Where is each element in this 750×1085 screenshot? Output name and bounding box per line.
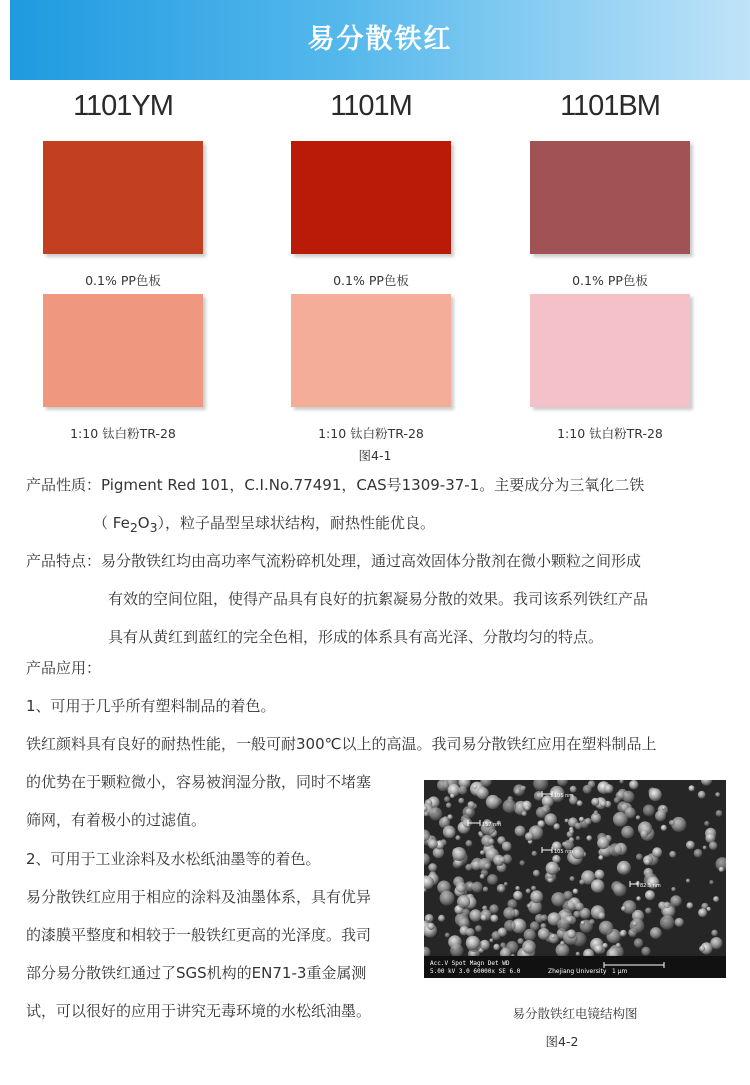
- sem-particle: [513, 891, 523, 901]
- sem-particle: [579, 879, 584, 884]
- sem-particle: [698, 908, 707, 917]
- sem-particle: [452, 847, 466, 861]
- sem-particle: [515, 826, 526, 837]
- sem-particle: [621, 906, 626, 911]
- application-item-1-line: 的优势在于颗粒微小，容易被润湿分散，同时不堵塞: [26, 773, 372, 791]
- sem-particle: [591, 798, 599, 806]
- sem-particle: [499, 886, 505, 892]
- sem-particle: [573, 911, 580, 918]
- sem-particle: [525, 805, 531, 811]
- sem-particle: [428, 839, 438, 849]
- sem-particle: [466, 936, 480, 950]
- sem-particle: [438, 915, 445, 922]
- sem-particle: [444, 796, 450, 802]
- sem-particle: [591, 879, 605, 893]
- tint-swatch-label: 1:10 钛白粉TR-28: [557, 426, 663, 441]
- sem-particle: [522, 940, 536, 954]
- sem-particle: [502, 842, 512, 852]
- sem-particle: [715, 792, 720, 797]
- application-item-2-line: 部分易分散铁红通过了SGS机构的EN71-3重金属测: [26, 964, 367, 982]
- sem-particle: [703, 846, 707, 850]
- sem-particle: [594, 944, 604, 954]
- features-line-1: [26, 550, 641, 571]
- sem-particle: [503, 799, 517, 813]
- sem-particle: [493, 944, 500, 951]
- sem-particle: [699, 946, 705, 952]
- sem-scale-label: 1 μm: [612, 968, 628, 975]
- sem-particle: [538, 928, 550, 940]
- sem-particle: [619, 863, 630, 874]
- sem-particle: [686, 841, 695, 850]
- sem-particle: [599, 921, 613, 935]
- sem-particle: [483, 887, 488, 892]
- sem-particle: [649, 788, 662, 801]
- sem-particle: [473, 784, 478, 789]
- properties-text: ），粒子晶型呈球状结构，耐热性能优良。: [157, 514, 436, 532]
- application-item-2-title: 2、可用于工业涂料及水松纸油墨等的着色。: [26, 850, 321, 868]
- sem-annotation: 105 nm: [554, 849, 574, 855]
- sem-particle: [616, 943, 621, 948]
- sem-particle: [570, 876, 575, 881]
- sem-particle: [661, 825, 667, 831]
- application-item-2-line: 的漆膜平整度和相较于一般铁红更高的光泽度。我司: [26, 926, 372, 944]
- formula-prefix: （ Fe: [93, 514, 130, 532]
- pp-color-swatch: [291, 141, 451, 254]
- sem-particle: [472, 882, 483, 893]
- sem-particle: [541, 914, 548, 921]
- features-line-2: 有效的空间位阻，使得产品具有良好的抗絮凝易分散的效果。我司该系列铁红产品: [108, 590, 649, 608]
- sem-particle: [589, 919, 595, 925]
- sem-particle: [613, 883, 626, 896]
- sem-particle: [598, 855, 603, 860]
- tint-swatch-label: 1:10 钛白粉TR-28: [318, 426, 424, 441]
- sem-particle: [621, 826, 634, 839]
- sem-particle: [424, 812, 428, 816]
- sem-particle: [711, 930, 718, 937]
- sem-particle: [476, 787, 488, 799]
- sem-particle: [525, 832, 534, 841]
- sem-caption: 易分散铁红电镜结构图: [512, 1006, 638, 1021]
- sem-particle: [632, 921, 637, 926]
- application-item-2-line: 试，可以很好的应用于讲究无毒环境的水松纸油墨。: [26, 1002, 372, 1020]
- sem-particle: [487, 874, 498, 885]
- sem-particle: [462, 908, 470, 916]
- pp-color-swatch: [43, 141, 203, 254]
- sem-particle: [443, 826, 456, 839]
- sem-particle: [572, 846, 585, 859]
- sem-particle: [709, 880, 713, 884]
- pp-swatch-label: 0.1% PP色板: [572, 273, 648, 288]
- sem-particle: [522, 811, 527, 816]
- sem-particle: [719, 867, 724, 872]
- properties-text: Pigment Red 101，C.I.No.77491，CAS号1309-37-1。主要成分为三氧化二铁: [101, 476, 645, 494]
- sem-particle: [480, 874, 485, 879]
- sem-particle: [583, 785, 592, 794]
- sem-particle: [619, 931, 625, 937]
- sem-particle: [569, 829, 574, 834]
- sem-particle: [450, 794, 455, 799]
- sem-particle: [704, 821, 709, 826]
- sem-particle: [427, 923, 434, 930]
- sem-particle: [530, 921, 540, 931]
- tint-color-swatch: [530, 294, 690, 407]
- tint-color-swatch: [291, 294, 451, 407]
- sem-particle: [551, 892, 565, 906]
- sem-particle: [709, 841, 718, 850]
- sem-particle: [686, 879, 690, 883]
- properties-line-1: [26, 474, 644, 495]
- sem-particle: [655, 810, 666, 821]
- sem-particle: [458, 786, 467, 795]
- sem-particle: [465, 864, 472, 871]
- sem-particle: [597, 837, 609, 849]
- sem-particle: [660, 915, 675, 930]
- sem-particle: [462, 806, 475, 819]
- sem-particle: [586, 835, 592, 841]
- sem-particle: [499, 857, 505, 863]
- formula-subscript: 2: [129, 520, 138, 535]
- pp-swatch-label: 0.1% PP色板: [85, 273, 161, 288]
- sem-particle: [428, 863, 437, 872]
- sem-particle: [455, 835, 460, 840]
- sem-particle: [544, 813, 557, 826]
- sem-institution: Zhejiang University: [548, 968, 607, 975]
- application-item-1-line: 筛网，有着极小的过滤值。: [26, 811, 207, 829]
- sem-particle: [457, 895, 470, 908]
- sem-particle: [557, 919, 570, 932]
- sem-particle: [687, 902, 694, 909]
- sem-particle: [560, 941, 565, 946]
- sem-particle: [641, 947, 650, 956]
- sem-particle: [446, 803, 452, 809]
- sem-particle: [595, 870, 605, 880]
- sem-particle: [486, 795, 500, 809]
- sem-info-values: 5.00 kV 3.0 60000x SE 6.0: [430, 968, 521, 975]
- features-line-3: 具有从黄红到蓝红的完全色相，形成的体系具有高光泽、分散均匀的特点。: [108, 628, 604, 646]
- sem-particle: [479, 858, 492, 871]
- sem-info-header: Acc.V Spot Magn Det WD: [430, 960, 510, 967]
- product-column-1101ym: [43, 0, 203, 450]
- sem-particle: [645, 890, 655, 900]
- sem-particle: [576, 836, 580, 840]
- sem-particle: [671, 887, 675, 891]
- sem-particle: [636, 854, 643, 861]
- sem-particle: [530, 890, 543, 903]
- sem-particle: [450, 944, 463, 957]
- sem-particle: [602, 943, 607, 948]
- sem-particle: [504, 882, 508, 886]
- properties-line-2: [93, 512, 435, 535]
- sem-particle: [538, 820, 545, 827]
- sem-particle: [570, 786, 577, 793]
- sem-annotation: 82.5 nm: [640, 883, 661, 889]
- sem-particle: [664, 902, 671, 909]
- sem-particle: [490, 915, 498, 923]
- sem-particle: [458, 798, 464, 804]
- sem-particle: [546, 862, 559, 875]
- sem-particle: [427, 917, 431, 921]
- sem-particle: [670, 895, 681, 906]
- sem-particle: [662, 806, 666, 810]
- sem-particle: [629, 780, 638, 789]
- pp-color-swatch: [530, 141, 690, 254]
- sem-particle: [503, 907, 515, 919]
- sem-particle: [689, 785, 695, 791]
- sem-particle: [573, 889, 579, 895]
- sem-particle: [694, 849, 703, 858]
- sem-particle: [567, 929, 576, 938]
- sem-particle: [644, 858, 651, 865]
- sem-particle: [625, 807, 636, 818]
- sem-particle: [520, 860, 525, 865]
- sem-particle: [576, 952, 580, 956]
- sem-particle: [643, 805, 655, 817]
- sem-particle: [479, 833, 484, 838]
- sem-particle: [636, 815, 640, 819]
- formula-oxygen: O: [137, 514, 150, 532]
- sem-particle: [640, 830, 648, 838]
- sem-particle: [531, 886, 536, 891]
- application-label: 产品应用：: [26, 659, 102, 677]
- tint-color-swatch: [43, 294, 203, 407]
- pp-swatch-label: 0.1% PP色板: [333, 273, 409, 288]
- sem-particle: [575, 903, 584, 912]
- sem-particle: [532, 851, 537, 856]
- sem-particle: [466, 840, 473, 847]
- sem-particle: [526, 889, 531, 894]
- page-title: 易分散铁红: [307, 24, 453, 55]
- sem-particle: [466, 928, 475, 937]
- product-column-1101m: [291, 0, 451, 450]
- sem-particle: [489, 938, 493, 942]
- sem-particle: [585, 818, 592, 825]
- sem-particle: [542, 805, 551, 814]
- sem-annotation: 105 nm: [554, 793, 574, 799]
- sem-particle: [675, 918, 684, 927]
- sem-particle: [488, 839, 494, 845]
- sem-particle: [480, 850, 485, 855]
- properties-label: 产品性质：: [26, 476, 102, 494]
- sem-particle: [698, 791, 706, 799]
- sem-particle: [481, 914, 488, 921]
- sem-particle: [579, 817, 584, 822]
- sem-particle: [445, 933, 450, 938]
- sem-particle: [551, 934, 555, 938]
- sem-particle: [440, 891, 455, 906]
- sem-particle: [456, 882, 467, 893]
- sem-particle: [609, 843, 622, 856]
- sem-particle: [500, 942, 506, 948]
- sem-particle: [565, 819, 569, 823]
- application-item-1-line: 铁红颜料具有良好的耐热性能，一般可耐300℃以上的高温。我司易分散铁红应用在塑料制品上: [26, 735, 657, 753]
- sem-particle: [575, 823, 582, 830]
- sem-particle: [429, 807, 442, 820]
- sem-particle: [513, 784, 525, 796]
- sem-particle: [504, 920, 516, 932]
- sem-particle: [636, 896, 641, 901]
- sem-particle: [669, 851, 676, 858]
- sem-particle: [616, 791, 625, 800]
- sem-particle: [713, 896, 719, 902]
- sem-particle: [650, 927, 662, 939]
- sem-particle: [630, 919, 645, 934]
- sem-particle: [716, 810, 723, 817]
- sem-particle: [600, 800, 607, 807]
- sem-particle: [518, 938, 524, 944]
- product-column-1101bm: [530, 0, 690, 450]
- application-item-1-title: 1、可用于几乎所有塑料制品的着色。: [26, 697, 276, 715]
- sem-particle: [515, 886, 520, 891]
- tint-swatch-label: 1:10 钛白粉TR-28: [70, 426, 176, 441]
- formula-subscript: 3: [149, 520, 158, 535]
- features-label: 产品特点：: [26, 552, 102, 570]
- sem-particle: [707, 907, 711, 911]
- sem-particle: [634, 938, 643, 947]
- sem-micrograph: [424, 780, 726, 978]
- product-code: 1101M: [330, 90, 412, 122]
- product-code: 1101BM: [560, 90, 660, 122]
- figure-label-4-2: 图4-2: [545, 1034, 579, 1049]
- sem-particle: [598, 912, 605, 919]
- sem-particle: [645, 908, 651, 914]
- sem-annotation: 157 nm: [482, 822, 502, 828]
- application-item-2-line: 易分散铁红应用于相应的涂料及油墨体系，具有优异: [26, 888, 372, 906]
- sem-particle: [669, 820, 675, 826]
- sem-particle: [594, 810, 599, 815]
- sem-particle: [527, 903, 532, 908]
- sem-particle: [604, 784, 613, 793]
- features-text: 易分散铁红均由高功率气流粉碎机处理，通过高效固体分散剂在微小颗粒之间形成: [101, 552, 642, 570]
- sem-particle: [581, 921, 586, 926]
- sem-particle-texture: [424, 780, 726, 978]
- sem-particle: [652, 847, 662, 857]
- sem-particle: [533, 870, 540, 877]
- product-code: 1101YM: [73, 90, 173, 122]
- sem-particle: [475, 925, 482, 932]
- sem-particle: [469, 909, 481, 921]
- figure-label-4-1: 图4-1: [358, 448, 392, 463]
